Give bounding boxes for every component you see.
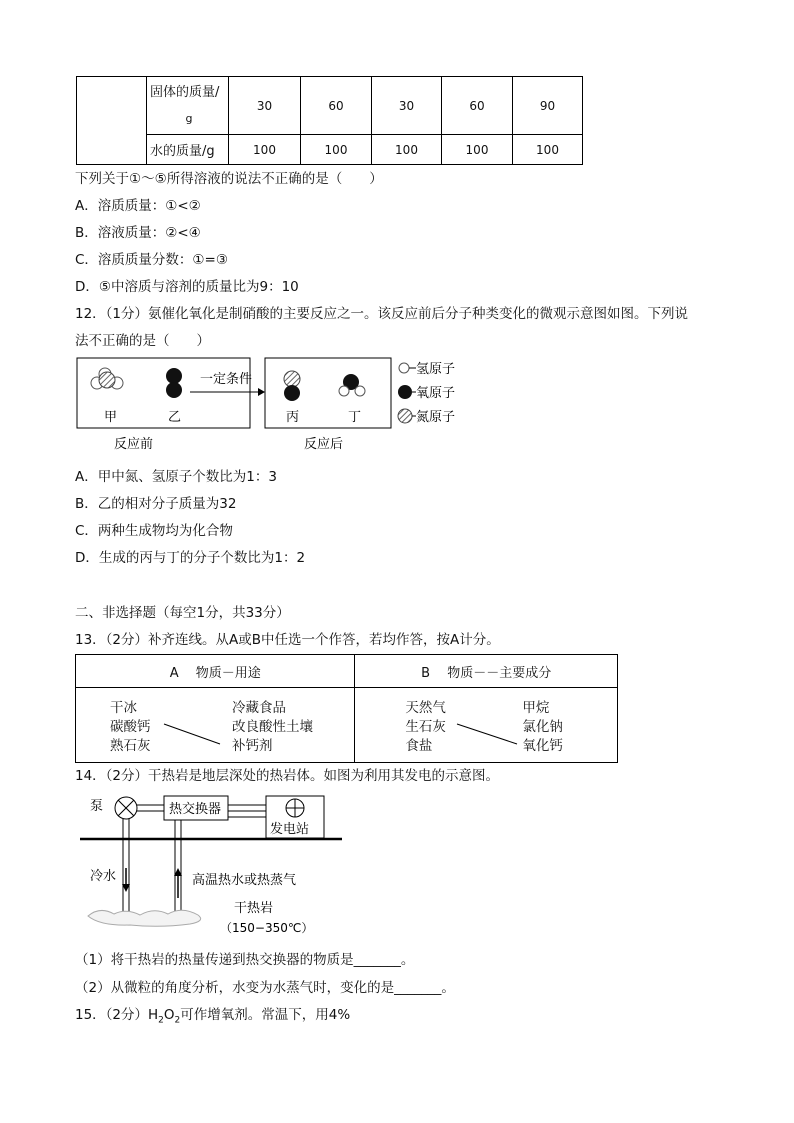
table-cell: 100 [301,135,372,165]
matching-header-a: A 物质－用途 [76,655,355,688]
solubility-table [76,76,583,165]
condition-label: 一定条件 [200,372,253,387]
q12-option-a: A．甲中氮、氢原子个数比为1：3 [75,469,277,485]
q13-stem: 13．（2分）补齐连线。从A或B中任选一个作答，若均作答，按A计分。 [75,632,500,648]
b-right-item: 甲烷 [522,700,550,716]
exchanger-label: 热交换器 [169,802,222,817]
geothermal-diagram [80,788,350,938]
table-row-label-water: 水的质量/g [147,135,229,165]
b-right-item: 氯化钠 [522,719,563,735]
table-empty-cell [77,77,147,165]
table-row-label-solid: 固体的质量/ g [147,77,229,135]
matching-table [75,654,618,763]
label-before: 反应前 [114,437,154,452]
q11-stem: 下列关于①～⑤所得溶液的说法不正确的是（ ） [75,171,383,187]
oxygen-molecule [166,368,182,398]
pump-icon [115,797,137,819]
a-right-item: 冷藏食品 [232,700,286,716]
q12-option-d: D．生成的丙与丁的分子个数比为1：2 [75,550,306,566]
section2-title: 二、非选择题（每空1分，共33分） [75,605,290,621]
rock-layer [88,910,201,926]
b-sample-connection-line [455,722,519,746]
q12-option-b: B．乙的相对分子质量为32 [75,496,237,512]
table-cell: 30 [372,77,442,135]
label-yi: 乙 [168,410,182,425]
water-molecule [339,374,365,396]
table-cell: 100 [229,135,301,165]
matching-header-b: B 物质－－主要成分 [355,655,618,688]
q15-stem: 15．（2分）$H_2O_2$可作增氧剂。常温下，用4% [75,1007,351,1026]
no-molecule [284,371,300,401]
label-after: 反应后 [304,437,344,452]
table-cell: 100 [442,135,513,165]
generator-icon [286,799,304,817]
oxygen-legend-icon [398,385,412,399]
arrow-head-icon [258,388,265,396]
rock-label: 干热岩 [234,901,274,916]
a-left-item: 干冰 [110,700,137,716]
hot-water-label: 高温热水或热蒸气 [192,873,297,888]
nitrogen-legend-icon [398,409,412,423]
table-cell: 100 [372,135,442,165]
a-left-item: 熟石灰 [110,738,151,754]
ammonia-molecule [91,368,123,389]
table-cell: 90 [513,77,583,135]
q12-stem-line1: 12．（1分）氨催化氧化是制硝酸的主要反应之一。该反应前后分子种类变化的微观示意图如图。下列说 [75,306,689,322]
q11-option-b: B．溶液质量：②<④ [75,225,201,241]
b-left-item: 食盐 [405,738,433,754]
matching-cell-a [76,688,355,763]
table-cell: 30 [229,77,301,135]
pump-label: 泵 [90,799,104,814]
a-right-item: 改良酸性土壤 [232,719,313,735]
legend-hydrogen: 氢原子 [416,362,456,377]
label-jia: 甲 [104,410,118,425]
after-box [265,358,391,428]
label-ding: 丁 [348,410,362,425]
a-sample-connection-line [162,722,222,746]
a-left-item: 碳酸钙 [110,719,151,735]
table-cell: 60 [301,77,372,135]
a-right-item: 补钙剂 [232,738,273,754]
matching-cell-b [355,688,618,763]
rock-temp-label: （150−350℃） [220,921,314,935]
b-right-item: 氧化钙 [522,738,563,754]
legend-oxygen: 氧原子 [416,386,456,401]
hydrogen-legend-icon [399,363,409,373]
label-bing: 丙 [286,410,300,425]
q14-sub1: （1）将干热岩的热量传递到热交换器的物质是_______。 [75,952,415,968]
q11-option-c: C．溶质质量分数：①=③ [75,252,228,268]
b-left-item: 天然气 [405,700,446,716]
b-left-item: 生石灰 [405,719,446,735]
cold-water-label: 冷水 [90,869,117,884]
q12-option-c: C．两种生成物均为化合物 [75,523,233,539]
station-label: 发电站 [270,822,310,837]
q14-sub2: （2）从微粒的角度分析，水变为水蒸气时，变化的是_______。 [75,980,455,996]
q14-stem: 14．（2分）干热岩是地层深处的热岩体。如图为利用其发电的示意图。 [75,768,500,784]
q12-stem-line2: 法不正确的是（ ） [75,333,210,349]
table-cell: 60 [442,77,513,135]
q11-option-a: A．溶质质量：①<② [75,198,201,214]
reaction-diagram [70,352,480,462]
legend-nitrogen: 氮原子 [416,410,456,425]
table-cell: 100 [513,135,583,165]
q11-option-d: D．⑤中溶质与溶剂的质量比为9：10 [75,279,299,295]
